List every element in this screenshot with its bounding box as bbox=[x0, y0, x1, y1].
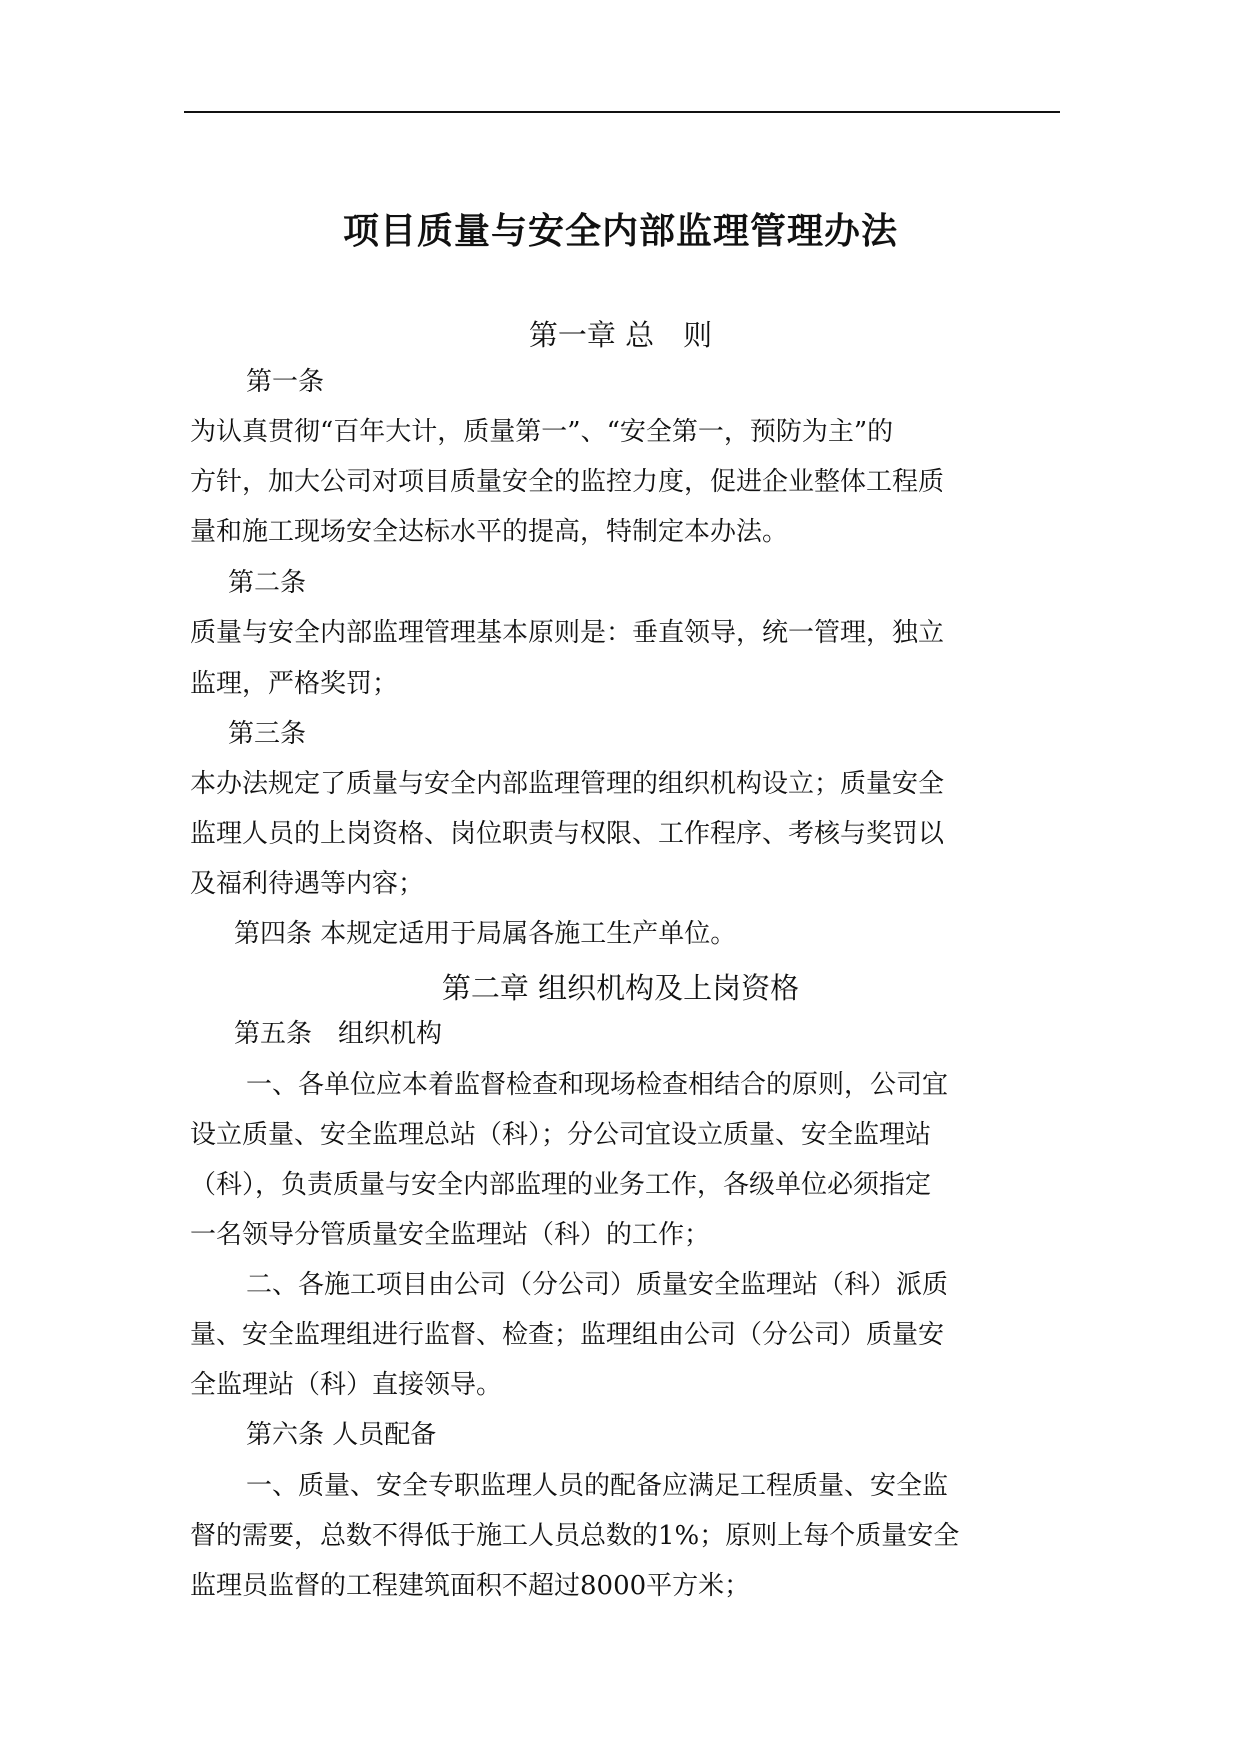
article-6-item-1-line: 一、质量、安全专职监理人员的配备应满足工程质量、安全监 bbox=[246, 1471, 949, 1501]
article-3-line: 本办法规定了质量与安全内部监理管理的组织机构设立；质量安全 bbox=[190, 769, 945, 799]
article-5-item-2-line: 二、各施工项目由公司（分公司）质量安全监理站（科）派质 bbox=[246, 1270, 949, 1300]
article-5-item-2-line: 全监理站（科）直接领导。 bbox=[190, 1370, 503, 1400]
article-5-item-1-line: 一名领导分管质量安全监理站（科）的工作； bbox=[190, 1220, 711, 1250]
article-1-line: 量和施工现场安全达标水平的提高，特制定本办法。 bbox=[190, 517, 789, 547]
article-2-label: 第二条 bbox=[228, 568, 307, 598]
chapter-2-heading: 第二章 组织机构及上岗资格 bbox=[441, 971, 800, 1005]
article-5-item-1-line: 一、各单位应本着监督检查和现场检查相结合的原则，公司宜 bbox=[246, 1070, 949, 1100]
article-1-line: 为认真贯彻“百年大计，质量第一”、“安全第一，预防为主”的 bbox=[190, 417, 894, 447]
article-2-line: 质量与安全内部监理管理基本原则是：垂直领导，统一管理，独立 bbox=[190, 618, 945, 648]
article-1-line: 方针，加大公司对项目质量安全的监控力度，促进企业整体工程质 bbox=[190, 467, 945, 497]
article-1-label: 第一条 bbox=[246, 367, 325, 397]
article-3-line: 及福利待遇等内容； bbox=[190, 869, 425, 899]
article-2-line: 监理，严格奖罚； bbox=[190, 669, 399, 699]
article-5-label: 第五条 组织机构 bbox=[234, 1019, 443, 1049]
article-5-item-2-line: 量、安全监理组进行监督、检查；监理组由公司（分公司）质量安 bbox=[190, 1320, 945, 1350]
article-5-item-1-line: （科），负责质量与安全内部监理的业务工作，各级单位必须指定 bbox=[190, 1170, 932, 1200]
article-3-label: 第三条 bbox=[228, 719, 307, 749]
header-rule bbox=[184, 111, 1060, 113]
article-6-label: 第六条 人员配备 bbox=[246, 1420, 437, 1450]
article-5-item-1-line: 设立质量、安全监理总站（科）；分公司宜设立质量、安全监理站 bbox=[190, 1120, 932, 1150]
article-6-item-1-line: 督的需要，总数不得低于施工人员总数的1%；原则上每个质量安全 bbox=[190, 1521, 960, 1551]
article-4-text: 第四条 本规定适用于局属各施工生产单位。 bbox=[234, 919, 737, 949]
article-6-item-1-line: 监理员监督的工程建筑面积不超过8000平方米； bbox=[190, 1571, 751, 1601]
chapter-1-heading: 第一章 总 则 bbox=[528, 318, 713, 352]
document-title: 项目质量与安全内部监理管理办法 bbox=[342, 211, 898, 252]
article-3-line: 监理人员的上岗资格、岗位职责与权限、工作程序、考核与奖罚以 bbox=[190, 819, 945, 849]
